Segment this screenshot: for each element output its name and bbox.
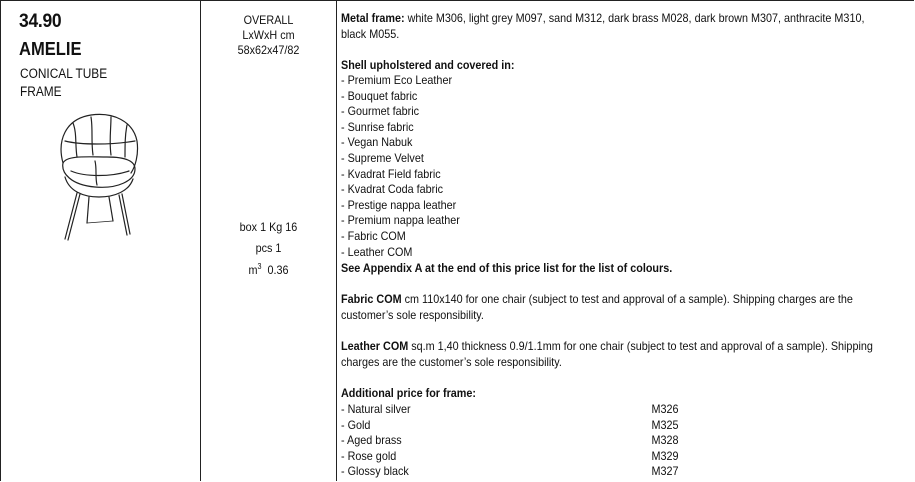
additional-item-name: - Natural silver [341, 402, 411, 416]
appendix-note: See Appendix A at the end of this price list for the list of colours. [341, 261, 673, 275]
shell-item: - Prestige nappa leather [341, 197, 457, 212]
leather-com-label: Leather COM [341, 339, 409, 353]
shell-item: - Gourmet fabric [341, 104, 420, 119]
volume-unit: m [248, 263, 258, 277]
fabric-com-text: cm 110x140 for one chair (subject to test and approval of a sample). Shipping charges are the [401, 292, 853, 306]
dimensions-value: 58x62x47/82 [237, 43, 300, 57]
shell-item: - Vegan Nabuk [341, 135, 413, 150]
additional-item-name: - Gold [341, 417, 371, 432]
additional-item-code: M329 [651, 448, 679, 463]
additional-item [341, 418, 809, 434]
additional-item-code: M326 [651, 402, 679, 416]
volume-exponent: 3 [257, 262, 262, 271]
metal-frame-line1 [341, 11, 864, 27]
fabric-com-label: Fabric COM [341, 292, 402, 306]
shell-item: - Kvadrat Coda fabric [341, 182, 444, 197]
description-column [337, 1, 914, 481]
chair-illustration [51, 111, 151, 246]
fabric-com-line2: customer’s sole responsibility. [341, 308, 484, 322]
additional-item-name: - Glossy black [341, 464, 409, 479]
dimensions-unit: LxWxH cm [242, 28, 295, 42]
frame-type [20, 65, 107, 101]
fabric-com-line1 [341, 292, 853, 308]
additional-heading: Additional price for frame: [341, 386, 477, 400]
frame-type-line2: FRAME [20, 84, 62, 99]
leather-com-line1 [341, 339, 873, 355]
shell-list [341, 73, 460, 260]
shell-item: - Sunrise fabric [341, 119, 414, 134]
additional-item-name: - Rose gold [341, 448, 397, 463]
volume-value: 0.36 [267, 263, 289, 277]
dimensions-column [201, 1, 337, 481]
shell-item: - Premium nappa leather [341, 213, 460, 228]
dimensions-label: OVERALL [243, 13, 294, 27]
shell-heading: Shell upholstered and covered in: [341, 58, 515, 72]
additional-item [341, 464, 809, 480]
leather-com-text: sq.m 1,40 thickness 0.9/1.1mm for one chair (subject to test and approval of a sample). Shipping [408, 339, 873, 353]
shell-item: - Premium Eco Leather [341, 73, 453, 87]
leather-com-line2: charges are the customer’s sole responsibility. [341, 355, 562, 369]
additional-item [341, 402, 809, 418]
shell-item: - Bouquet fabric [341, 88, 418, 103]
shell-item: - Fabric COM [341, 228, 406, 243]
packaging-volume [208, 262, 330, 277]
shell-item: - Kvadrat Field fabric [341, 166, 441, 181]
additional-item [341, 433, 809, 449]
product-name: AMELIE [19, 39, 82, 59]
metal-frame-colours: white M306, light grey M097, sand M312, dark brass M028, dark brown M307, anthracite M310, [404, 11, 865, 25]
metal-frame-line2: black M055. [341, 27, 400, 41]
packaging-box: box 1 Kg 16 [239, 220, 298, 234]
shell-item: - Leather COM [341, 244, 413, 259]
additional-item-code: M325 [651, 417, 679, 432]
shell-item: - Supreme Velvet [341, 150, 424, 165]
frame-type-line1: CONICAL TUBE [20, 66, 108, 81]
metal-frame-label: Metal frame: [341, 11, 405, 25]
additional-item-name: - Aged brass [341, 433, 402, 448]
additional-list [341, 402, 809, 480]
additional-item-code: M328 [651, 433, 679, 448]
additional-item-code: M327 [651, 464, 679, 479]
product-code: 34.90 [19, 11, 62, 32]
additional-item [341, 449, 809, 465]
packaging-pcs: pcs 1 [255, 241, 282, 255]
product-column [1, 1, 201, 481]
